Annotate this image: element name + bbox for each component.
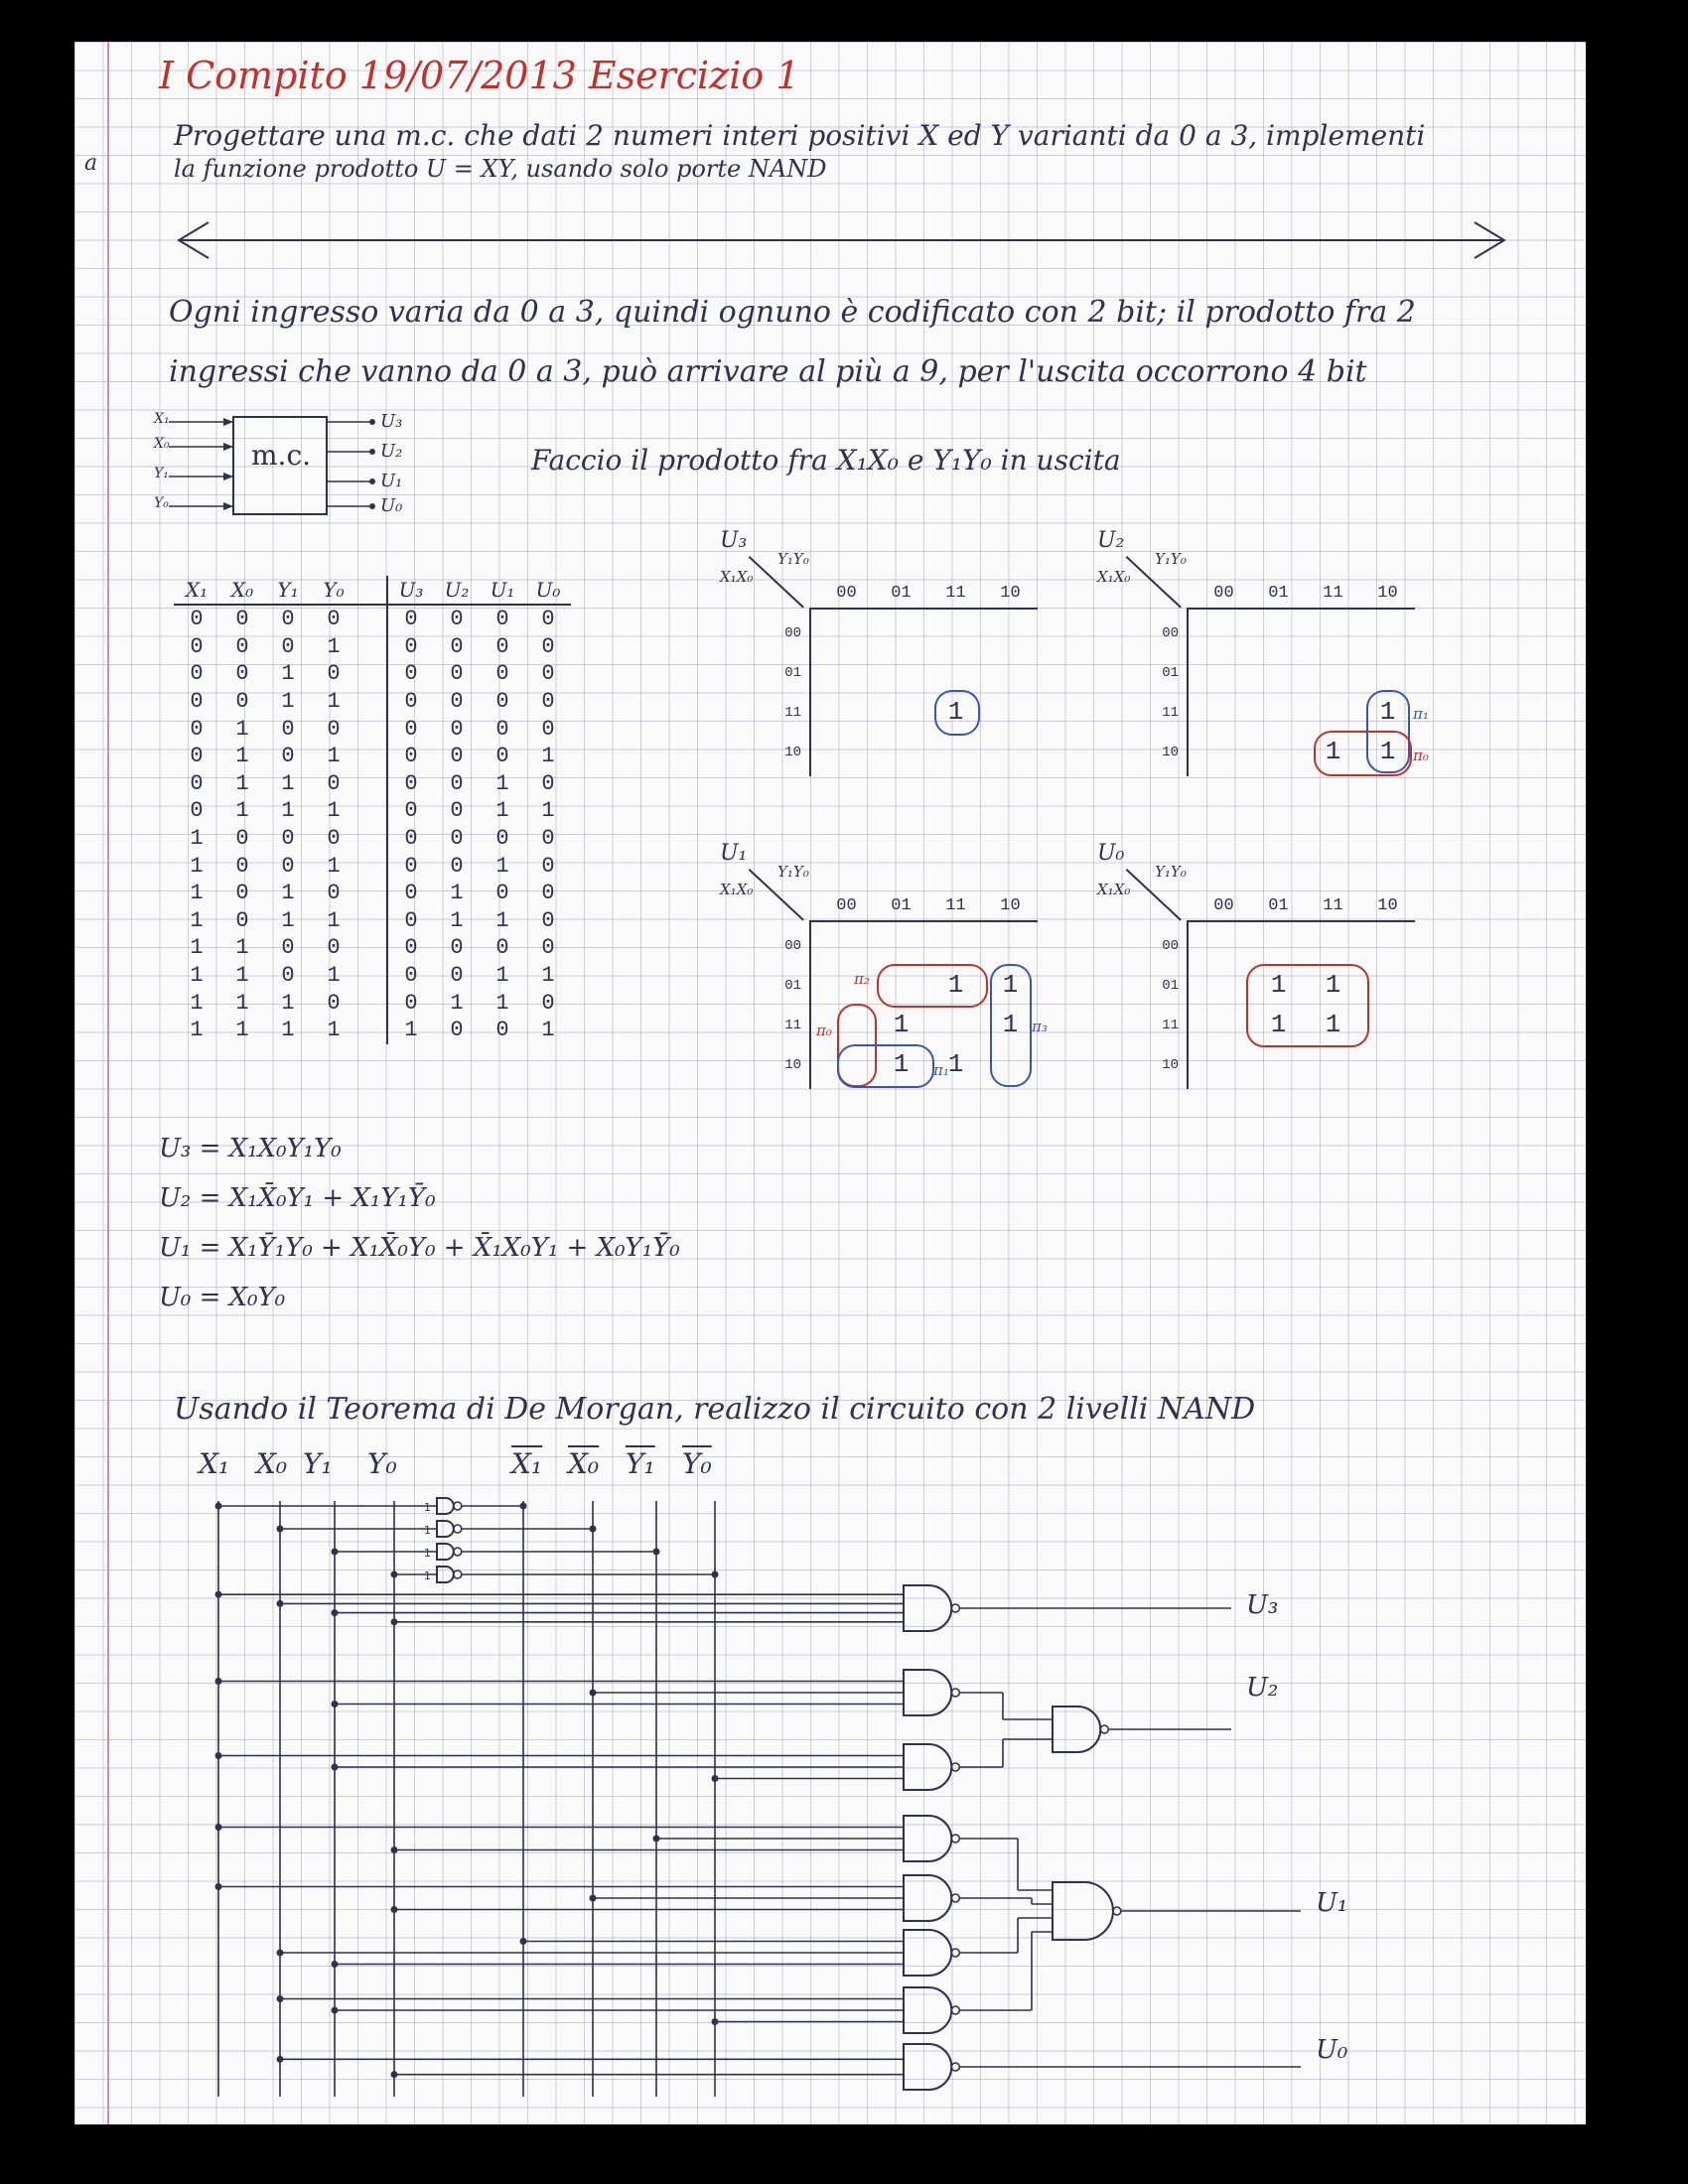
junction-dot <box>520 1503 527 1510</box>
page-title: I Compito 19/07/2013 Esercizio 1 <box>159 54 800 97</box>
task-line-1: Progettare una m.c. che dati 2 numeri interi positivi X ed Y varianti da 0 a 3, implementi <box>174 119 1426 152</box>
prime-implicant-label: π₁ <box>933 1061 949 1079</box>
kmap-one: 1 <box>1325 970 1341 1000</box>
table-cell: 0 <box>387 797 434 825</box>
table-cell: 0 <box>450 853 464 879</box>
circuit-input-y1-neg: Y₁ <box>626 1447 655 1480</box>
table-cell: 0 <box>235 907 249 933</box>
junction-dot <box>332 2007 339 2014</box>
kmap-col-label: 00 <box>1213 584 1234 603</box>
table-cell: 1 <box>327 689 341 715</box>
table-cell: 1 <box>450 990 464 1016</box>
table-cell: 0 <box>281 826 295 852</box>
junction-dot <box>332 1701 339 1707</box>
table-cell: 1 <box>235 963 249 989</box>
kmap-output-label: U₂ <box>1097 528 1125 553</box>
table-cell: 1 <box>495 770 509 796</box>
kmap-row-label: 00 <box>784 938 801 954</box>
kmap-row-vars: X₁X₀ <box>720 568 754 586</box>
equation-u1: U₁ = X₁Ȳ₁Y₀ + X₁X̄₀Y₀ + X̄₁X₀Y₁ + X₀Y₁Ȳ₀ <box>159 1233 680 1263</box>
table-cell: 0 <box>190 798 204 824</box>
kmap-col-label: 10 <box>1000 584 1021 603</box>
inverter-tie-label: 1 <box>424 1547 431 1560</box>
table-cell: 0 <box>281 963 295 989</box>
table-cell: 0 <box>495 935 509 961</box>
nand-bubble <box>951 2006 959 2014</box>
table-cell: 0 <box>327 770 341 796</box>
nand-gate <box>1053 1882 1113 1940</box>
table-cell: 0 <box>281 607 295 632</box>
inverter-nand-gate <box>437 1544 454 1560</box>
table-cell: 0 <box>387 880 434 907</box>
table-cell: 0 <box>190 770 204 796</box>
nand-gate <box>904 1930 951 1976</box>
table-cell: 0 <box>450 935 464 961</box>
junction-dot <box>215 1883 222 1890</box>
kmap-col-label: 01 <box>891 896 912 915</box>
kmap-row-label: 01 <box>784 978 801 994</box>
table-cell: 1 <box>450 881 464 906</box>
table-cell: 0 <box>281 633 295 659</box>
table-cell: 0 <box>235 881 249 906</box>
kmap-one: 1 <box>893 1010 910 1039</box>
equation-u3: U₃ = X₁X₀Y₁Y₀ <box>159 1134 342 1163</box>
table-header: U₀ <box>525 576 571 605</box>
table-cell: 0 <box>281 744 295 769</box>
table-cell: 0 <box>235 633 249 659</box>
table-cell: 0 <box>235 661 249 687</box>
kmap-one: 1 <box>1325 1010 1341 1039</box>
table-cell: 1 <box>495 853 509 879</box>
block-output-label: U₃ <box>380 411 403 432</box>
kmap-output-label: U₃ <box>720 528 748 553</box>
kmap-row-label: 00 <box>1162 625 1179 641</box>
table-cell: 0 <box>541 990 555 1016</box>
table-cell: 0 <box>387 660 434 688</box>
nand-bubble <box>951 1835 959 1843</box>
table-cell: 0 <box>495 744 509 769</box>
table-header: X₀ <box>219 576 265 605</box>
table-cell: 1 <box>281 798 295 824</box>
table-cell: 0 <box>495 607 509 632</box>
table-cell: 1 <box>281 881 295 906</box>
junction-dot <box>277 1950 284 1957</box>
kmap-row-label: 11 <box>784 705 801 721</box>
table-cell: 0 <box>387 962 434 990</box>
inverter-tie-label: 1 <box>424 1570 431 1582</box>
table-cell: 1 <box>190 853 204 879</box>
kmap-col-label: 01 <box>1268 584 1289 603</box>
kmap-one: 1 <box>1002 970 1019 1000</box>
table-cell: 0 <box>327 661 341 687</box>
table-cell: 1 <box>235 990 249 1016</box>
table-cell: 1 <box>327 1018 341 1043</box>
table-cell: 1 <box>190 907 204 933</box>
table-cell: 0 <box>327 716 341 742</box>
nand-gate <box>1053 1706 1100 1752</box>
equation-u0: U₀ = X₀Y₀ <box>159 1283 286 1312</box>
junction-dot <box>712 2018 719 2025</box>
table-cell: 1 <box>541 798 555 824</box>
circuit-input-x1: X₁ <box>199 1447 230 1480</box>
table-cell: 0 <box>387 715 434 743</box>
table-header: Y₀ <box>311 576 356 605</box>
table-cell: 1 <box>235 716 249 742</box>
kmap-one: 1 <box>947 697 964 727</box>
table-cell: 0 <box>387 633 434 661</box>
table-cell: 0 <box>281 853 295 879</box>
prime-implicant-label: π₁ <box>1413 705 1429 723</box>
table-cell: 1 <box>190 963 204 989</box>
table-cell: 0 <box>450 1018 464 1043</box>
table-cell: 0 <box>450 716 464 742</box>
table-cell: 0 <box>541 689 555 715</box>
kmap-col-label: 11 <box>945 584 966 603</box>
table-cell: 0 <box>387 743 434 770</box>
nand-gate <box>904 1744 951 1790</box>
kmap-col-vars: Y₁Y₀ <box>777 863 809 881</box>
junction-dot <box>277 1995 284 2002</box>
kmap-row-label: 11 <box>1162 705 1179 721</box>
table-cell: 1 <box>281 990 295 1016</box>
junction-dot <box>712 1775 719 1782</box>
table-cell: 0 <box>450 963 464 989</box>
table-cell: 0 <box>281 935 295 961</box>
table-cell: 0 <box>495 881 509 906</box>
table-cell: 1 <box>190 990 204 1016</box>
table-cell: 0 <box>541 661 555 687</box>
nand-bubble <box>454 1502 462 1510</box>
table-cell: 1 <box>190 826 204 852</box>
table-cell: 0 <box>190 716 204 742</box>
kmap-col-label: 11 <box>945 896 966 915</box>
table-cell: 0 <box>495 689 509 715</box>
kmap-row-label: 01 <box>784 665 801 681</box>
kmap-col-label: 11 <box>1323 896 1343 915</box>
table-cell: 0 <box>541 633 555 659</box>
kmap-col-vars: Y₁Y₀ <box>1155 550 1187 568</box>
junction-dot <box>215 1824 222 1831</box>
junction-dot <box>215 1591 222 1598</box>
inverter-nand-gate <box>437 1567 454 1582</box>
block-output-label: U₂ <box>380 441 403 462</box>
kmap-one: 1 <box>1379 697 1396 727</box>
circuit-input-y0-neg: Y₀ <box>682 1447 712 1480</box>
block-input-label: Y₀ <box>154 495 169 511</box>
table-cell: 0 <box>387 770 434 798</box>
table-cell: 1 <box>281 661 295 687</box>
kmap-row-label: 11 <box>1162 1018 1179 1033</box>
table-cell: 0 <box>450 689 464 715</box>
nand-bubble <box>1113 1907 1121 1915</box>
nand-bubble <box>951 1604 959 1612</box>
prime-implicant-label: π₃ <box>1032 1018 1048 1035</box>
table-cell: 0 <box>495 633 509 659</box>
kmap-row-label: 00 <box>1162 938 1179 954</box>
table-cell: 0 <box>541 716 555 742</box>
nand-gate <box>904 1670 951 1715</box>
nand-gate <box>904 1816 951 1861</box>
junction-dot <box>332 1764 339 1771</box>
demorgan-note: Usando il Teorema di De Morgan, realizzo il circuito con 2 livelli NAND <box>174 1392 1256 1427</box>
table-cell: 0 <box>387 688 434 716</box>
table-cell: 0 <box>450 633 464 659</box>
equation-u2: U₂ = X₁X̄₀Y₁ + X₁Y₁Ȳ₀ <box>159 1183 436 1213</box>
junction-dot <box>391 1846 398 1853</box>
table-cell: 0 <box>327 990 341 1016</box>
junction-dot <box>277 2056 284 2063</box>
kmap-one: 1 <box>1325 737 1341 766</box>
block-input-label: Y₁ <box>154 466 169 481</box>
kmap-col-label: 11 <box>1323 584 1343 603</box>
block-output-label: U₀ <box>380 495 403 516</box>
kmap-one: 1 <box>1270 1010 1287 1039</box>
inverter-tie-label: 1 <box>424 1501 431 1514</box>
nand-bubble <box>1100 1725 1108 1733</box>
junction-dot <box>332 1961 339 1968</box>
junction-dot <box>277 1600 284 1607</box>
kmap-col-label: 01 <box>891 584 912 603</box>
margin-mark: a <box>84 151 98 176</box>
table-cell: 0 <box>450 744 464 769</box>
junction-dot <box>215 1678 222 1685</box>
kmap-col-label: 00 <box>1213 896 1234 915</box>
table-cell: 1 <box>235 798 249 824</box>
nand-gate <box>904 2044 951 2090</box>
table-cell: 0 <box>387 907 434 935</box>
circuit-output-u1: U₁ <box>1316 1888 1348 1918</box>
table-cell: 1 <box>327 798 341 824</box>
circuit-input-y0: Y₀ <box>367 1447 397 1480</box>
table-cell: 1 <box>235 744 249 769</box>
nand-bubble <box>951 1949 959 1957</box>
kmap-row-vars: X₁X₀ <box>720 881 754 898</box>
table-cell: 1 <box>495 990 509 1016</box>
kmap-row-label: 10 <box>784 745 801 760</box>
table-cell: 0 <box>327 607 341 632</box>
circuit-input-x0: X₀ <box>256 1447 288 1480</box>
nand-gate <box>904 1987 951 2033</box>
table-cell: 1 <box>327 853 341 879</box>
table-cell: 0 <box>495 826 509 852</box>
prime-implicant-label: π₀ <box>1413 747 1429 764</box>
junction-dot <box>520 1938 527 1945</box>
table-cell: 0 <box>387 605 434 633</box>
table-cell: 0 <box>450 770 464 796</box>
table-cell: 1 <box>327 633 341 659</box>
table-cell: 1 <box>327 744 341 769</box>
kmap-row-vars: X₁X₀ <box>1097 568 1131 586</box>
prime-implicant-label: π₂ <box>854 970 870 988</box>
table-cell: 0 <box>235 607 249 632</box>
table-cell: 0 <box>541 881 555 906</box>
table-cell: 1 <box>495 963 509 989</box>
kmap-col-vars: Y₁Y₀ <box>1155 863 1187 881</box>
block-output-label: U₁ <box>380 471 403 491</box>
table-cell: 0 <box>190 633 204 659</box>
description-line-2: ingressi che vanno da 0 a 3, può arrivare al più a 9, per l'uscita occorrono 4 bit <box>169 354 1367 389</box>
kmap-one: 1 <box>1002 1010 1019 1039</box>
kmap-row-label: 10 <box>784 1057 801 1073</box>
table-cell: 0 <box>495 661 509 687</box>
table-cell: 0 <box>190 607 204 632</box>
junction-dot <box>653 1836 660 1843</box>
kmap-col-vars: Y₁Y₀ <box>777 550 809 568</box>
table-cell: 1 <box>450 907 464 933</box>
table-cell: 0 <box>450 826 464 852</box>
kmap-row-label: 00 <box>784 625 801 641</box>
table-cell: 1 <box>281 689 295 715</box>
table-header: Y₁ <box>265 576 311 605</box>
table-cell: 0 <box>387 825 434 853</box>
kmap-one: 1 <box>893 1049 910 1079</box>
table-cell: 1 <box>495 907 509 933</box>
kmap-one: 1 <box>1379 737 1396 766</box>
prime-implicant-label: π₀ <box>816 1022 832 1039</box>
table-cell: 1 <box>281 770 295 796</box>
kmap-col-label: 10 <box>1377 896 1398 915</box>
kmap-output-label: U₁ <box>720 841 748 866</box>
junction-dot <box>332 1609 339 1616</box>
table-cell: 0 <box>495 1018 509 1043</box>
table-cell: 1 <box>235 1018 249 1043</box>
nand-bubble <box>454 1525 462 1533</box>
table-cell: 0 <box>190 661 204 687</box>
junction-dot <box>590 1895 597 1902</box>
block-input-label: X₁ <box>154 411 170 427</box>
table-cell: 1 <box>541 963 555 989</box>
table-cell: 1 <box>235 935 249 961</box>
table-cell: 1 <box>327 963 341 989</box>
notebook-page <box>74 42 1586 2124</box>
table-cell: 1 <box>190 1018 204 1043</box>
table-cell: 1 <box>235 770 249 796</box>
circuit-output-u2: U₂ <box>1246 1673 1279 1703</box>
table-cell: 0 <box>327 935 341 961</box>
table-cell: 0 <box>541 770 555 796</box>
circuit-input-y1: Y₁ <box>303 1447 333 1480</box>
junction-dot <box>277 1526 284 1533</box>
junction-dot <box>653 1549 660 1556</box>
task-line-2: la funzione prodotto U = XY, usando solo porte NAND <box>174 155 827 183</box>
table-cell: 1 <box>190 881 204 906</box>
kmap-row-label: 10 <box>1162 745 1179 760</box>
junction-dot <box>215 1503 222 1510</box>
table-cell: 1 <box>281 1018 295 1043</box>
junction-dot <box>391 1571 398 1578</box>
table-cell: 0 <box>450 607 464 632</box>
circuit-input-x0-neg: X₀ <box>568 1447 600 1480</box>
nand-circuit <box>74 42 1586 2124</box>
inverter-nand-gate <box>437 1521 454 1537</box>
kmap-row-label: 01 <box>1162 665 1179 681</box>
table-header: U₃ <box>387 576 434 605</box>
kmap-row-label: 11 <box>784 1018 801 1033</box>
table-cell: 0 <box>541 935 555 961</box>
junction-dot <box>590 1526 597 1533</box>
table-cell: 0 <box>235 853 249 879</box>
table-cell: 1 <box>541 744 555 769</box>
nand-gate <box>904 1585 951 1631</box>
junction-dot <box>590 1690 597 1697</box>
table-cell: 0 <box>235 689 249 715</box>
table-cell: 0 <box>387 934 434 962</box>
junction-dot <box>332 1549 339 1556</box>
nand-bubble <box>951 1689 959 1697</box>
nand-bubble <box>951 1894 959 1902</box>
table-header: X₁ <box>174 576 219 605</box>
circuit-output-u3: U₃ <box>1246 1590 1279 1620</box>
table-cell: 0 <box>281 716 295 742</box>
table-cell: 0 <box>541 907 555 933</box>
table-cell: 1 <box>541 1018 555 1043</box>
junction-dot <box>391 2071 398 2078</box>
table-cell: 0 <box>541 607 555 632</box>
nand-bubble <box>951 1763 959 1771</box>
kmap-one: 1 <box>1270 970 1287 1000</box>
block-input-label: X₀ <box>154 436 170 452</box>
inverter-nand-gate <box>437 1498 454 1514</box>
kmap-one: 1 <box>947 1049 964 1079</box>
kmap-col-label: 10 <box>1000 896 1021 915</box>
table-cell: 1 <box>281 907 295 933</box>
table-cell: 0 <box>190 744 204 769</box>
table-cell: 1 <box>327 907 341 933</box>
nand-gate <box>904 1875 951 1921</box>
description-line-1: Ogni ingresso varia da 0 a 3, quindi ognuno è codificato con 2 bit; il prodotto fra 2 <box>169 295 1416 330</box>
table-header: U₂ <box>434 576 480 605</box>
kmap-output-label: U₀ <box>1097 841 1125 866</box>
junction-dot <box>712 1571 719 1578</box>
nand-bubble <box>951 2063 959 2071</box>
kmap-col-label: 00 <box>836 896 857 915</box>
nand-bubble <box>454 1570 462 1578</box>
kmap-col-label: 00 <box>836 584 857 603</box>
table-cell: 1 <box>495 798 509 824</box>
kmap-col-label: 10 <box>1377 584 1398 603</box>
kmap-one: 1 <box>947 970 964 1000</box>
junction-dot <box>391 1906 398 1913</box>
circuit-output-u0: U₀ <box>1316 2035 1348 2065</box>
table-cell: 0 <box>450 798 464 824</box>
table-cell: 0 <box>541 853 555 879</box>
table-cell: 0 <box>495 716 509 742</box>
table-cell: 0 <box>387 852 434 880</box>
kmap-col-label: 01 <box>1268 896 1289 915</box>
kmap-row-label: 10 <box>1162 1057 1179 1073</box>
table-cell: 1 <box>387 1017 434 1044</box>
table-header: U₁ <box>480 576 525 605</box>
block-label: m.c. <box>251 439 312 472</box>
table-cell: 1 <box>190 935 204 961</box>
junction-dot <box>215 1752 222 1759</box>
table-cell: 0 <box>541 826 555 852</box>
table-cell: 0 <box>327 826 341 852</box>
product-note: Faccio il prodotto fra X₁X₀ e Y₁Y₀ in uscita <box>531 444 1121 477</box>
circuit-input-x1-neg: X₁ <box>511 1447 543 1480</box>
junction-dot <box>391 1618 398 1625</box>
inverter-tie-label: 1 <box>424 1524 431 1537</box>
kmap-row-vars: X₁X₀ <box>1097 881 1131 898</box>
kmap-row-label: 01 <box>1162 978 1179 994</box>
table-cell: 0 <box>190 689 204 715</box>
table-cell: 0 <box>450 661 464 687</box>
table-cell: 0 <box>235 826 249 852</box>
table-cell: 0 <box>327 881 341 906</box>
table-cell: 0 <box>387 989 434 1017</box>
nand-bubble <box>454 1548 462 1556</box>
